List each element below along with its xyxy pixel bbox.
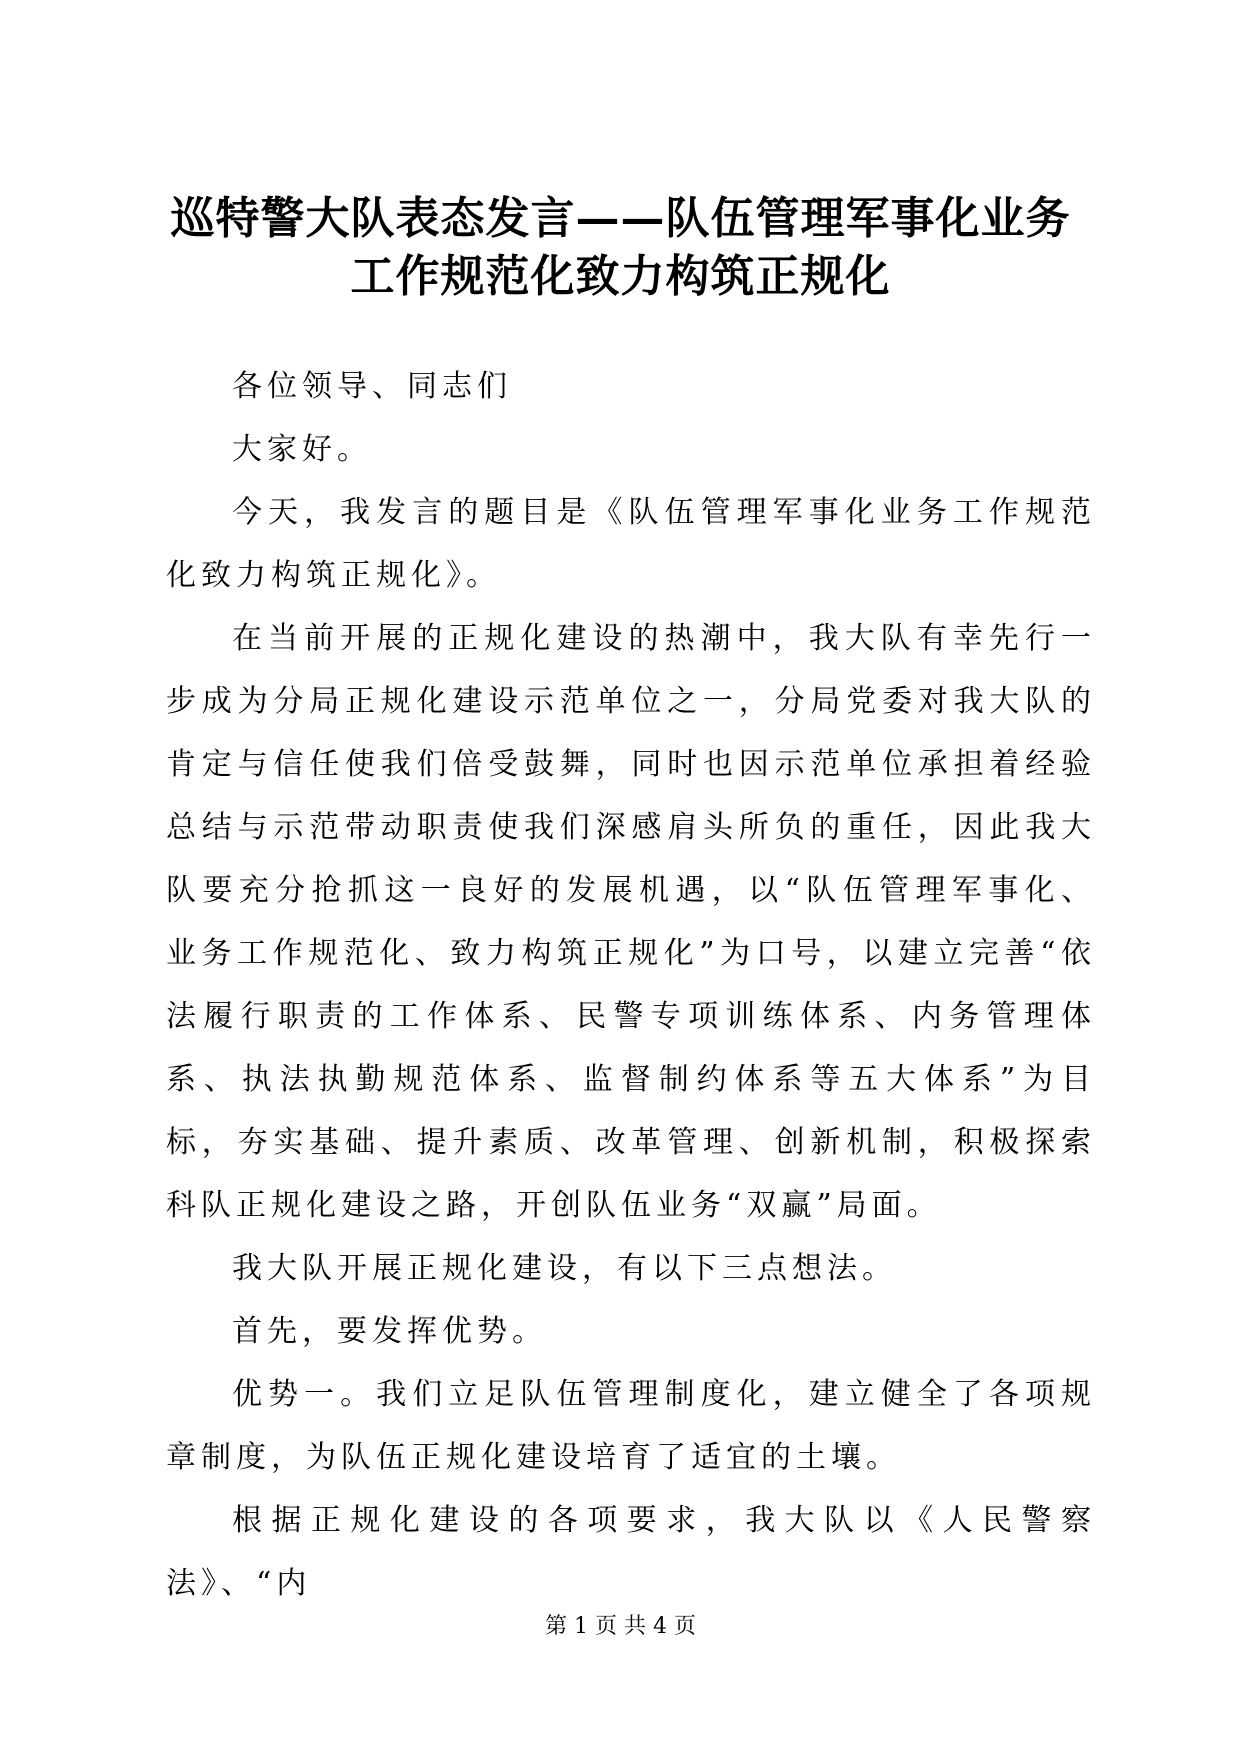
page-title: 巡特警大队表态发言——队伍管理军事化业务工作规范化致力构筑正规化 <box>170 193 1071 302</box>
paragraph-salutation: 各位领导、同志们 <box>232 369 512 404</box>
paragraph-greeting: 大家好。 <box>232 432 372 467</box>
paragraph-topic: 今天，我发言的题目是《队伍管理军事化业务工作规范化致力构筑正规化》。 <box>166 495 1096 593</box>
paragraph-background: 在当前开展的正规化建设的热潮中，我大队有幸先行一步成为分局正规化建设示范单位之一，分局党委对我大队的肯定与信任使我们倍受鼓舞，同时也因示范单位承担着经验总结与示范带动职责使我们深感肩头所负的重任，因此我大队要充分抢抓这一良好的发展机遇，以“队伍管理军事化、业务工作规范化、致力构筑正规化”为口号，以建立完善“依法履行职责的工作体系、民警专项训练体系、内务管理体系、执法执勤规范体系、监督制约体系等五大体系”为目标，夯实基础、提升素质、改革管理、创新机制，积极探索科队正规化建设之路，开创队伍业务“双赢”局面。 <box>166 621 1096 1223</box>
paragraph-three-ideas: 我大队开展正规化建设，有以下三点想法。 <box>232 1251 897 1286</box>
paragraph-advantage-one: 优势一。我们立足队伍管理制度化，建立健全了各项规章制度，为队伍正规化建设培育了适宜的土壤。 <box>166 1377 1096 1475</box>
paragraph-first: 首先，要发挥优势。 <box>232 1314 547 1349</box>
paragraph-requirements: 根据正规化建设的各项要求，我大队以《人民警察法》、“内 <box>166 1503 1096 1601</box>
page-footer: 第 1 页 共 4 页 <box>545 1614 696 1639</box>
document-body <box>166 355 1096 1615</box>
